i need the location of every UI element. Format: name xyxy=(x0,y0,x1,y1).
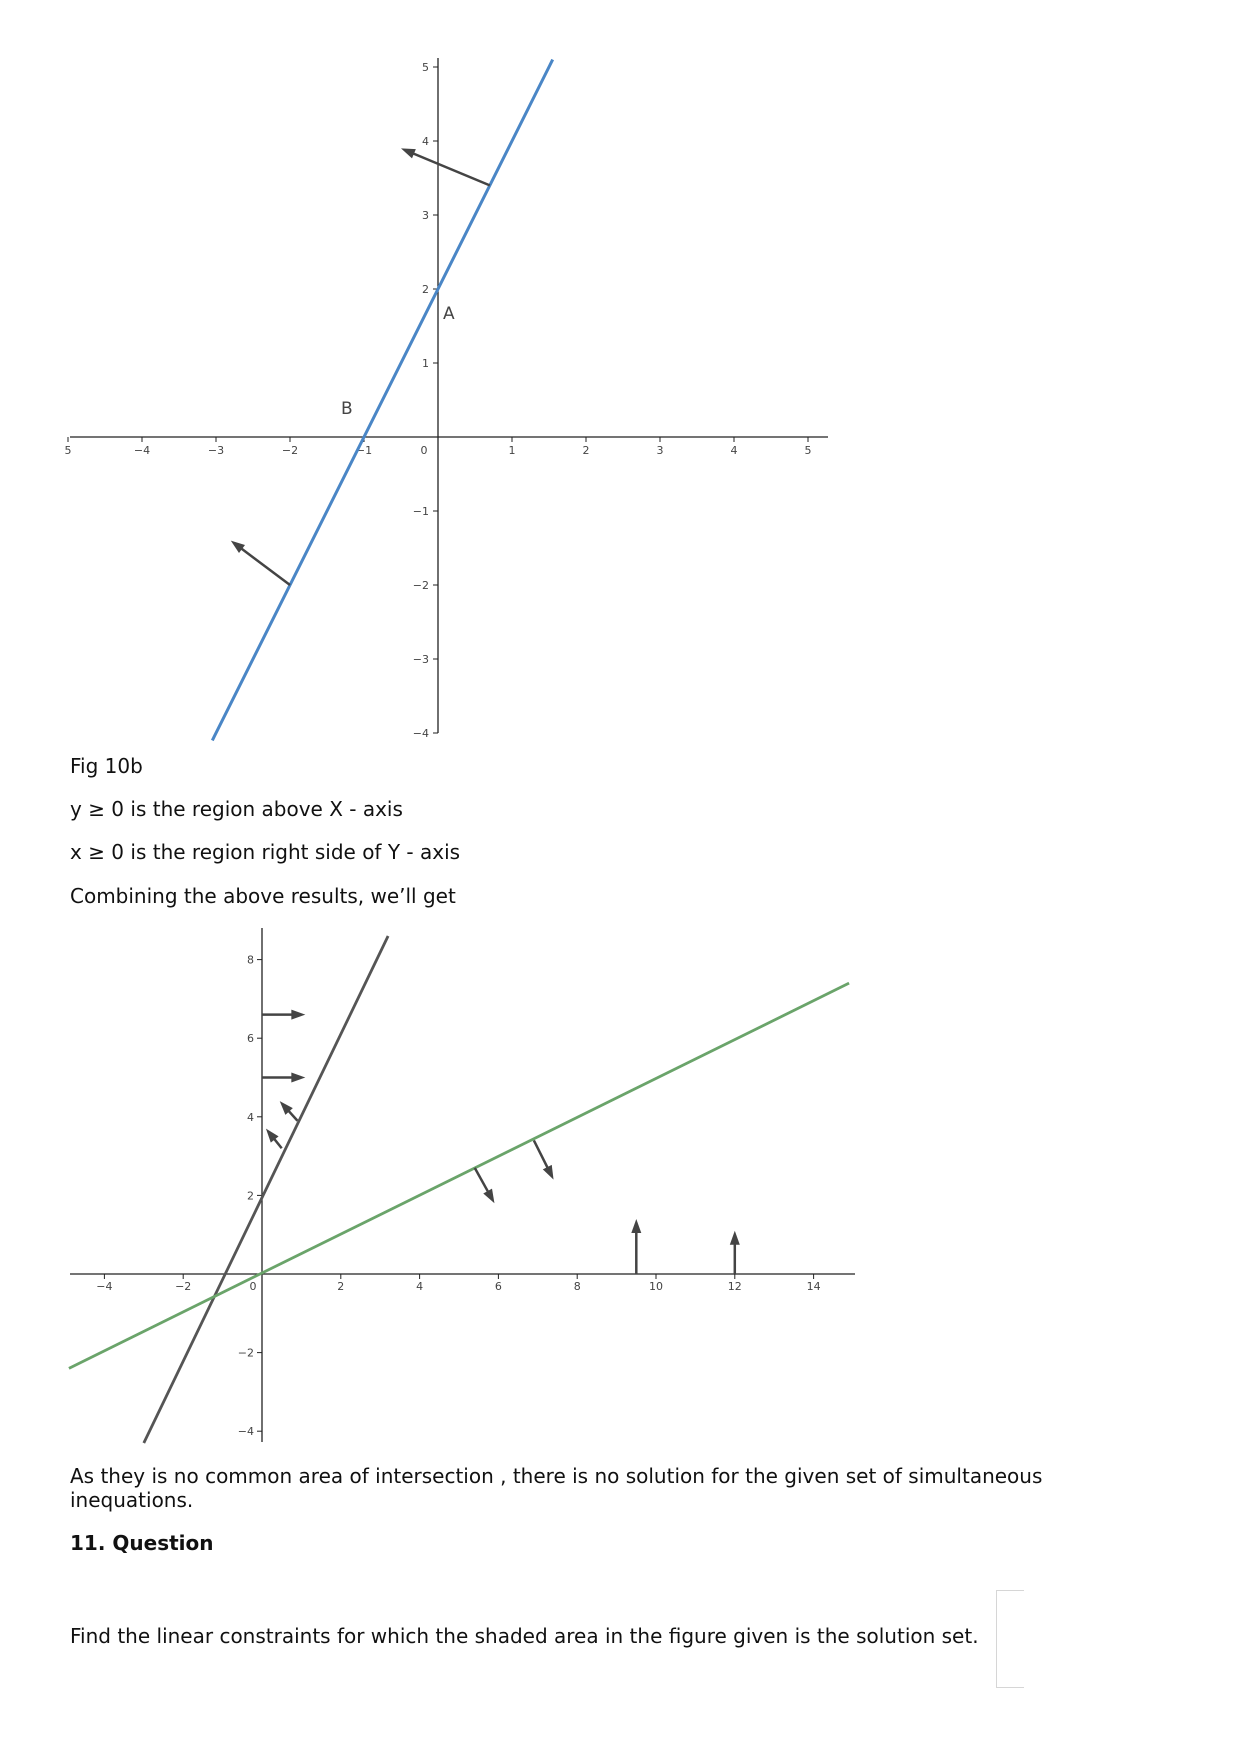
x-tick-label: 10 xyxy=(649,1280,663,1293)
x-tick-label: 2 xyxy=(582,444,590,457)
region-arrow xyxy=(631,1219,641,1274)
y-tick-label: −2 xyxy=(412,579,429,592)
statement-x-region: x ≥ 0 is the region right side of Y - axis xyxy=(70,840,461,864)
combined-inequalities-graph xyxy=(0,920,1240,1450)
question-text: Find the linear constraints for which the shaded area in the figure given is the solution set. xyxy=(70,1624,979,1648)
y-tick-label: 8 xyxy=(247,953,254,967)
region-arrow xyxy=(730,1231,740,1274)
conclusion-paragraph: As they is no common area of intersection , there is no solution for the given set of simultaneous inequations. xyxy=(70,1464,1043,1512)
point-label-a: A xyxy=(443,304,455,324)
y-tick-label: 1 xyxy=(422,357,429,370)
question-heading: 11. Question xyxy=(70,1531,214,1555)
region-arrow xyxy=(534,1140,554,1179)
region-arrow xyxy=(262,1073,305,1083)
y-tick-label: −2 xyxy=(237,1346,254,1360)
y-tick-label: 3 xyxy=(422,209,429,222)
y-tick-label: 4 xyxy=(247,1110,254,1124)
boundary-line-1 xyxy=(144,936,388,1443)
boundary-line xyxy=(212,60,552,741)
x-tick-label: 4 xyxy=(730,444,738,457)
point-label-b: B xyxy=(341,399,353,419)
statement-combine: Combining the above results, we’ll get xyxy=(70,884,456,908)
x-tick-label: −2 xyxy=(175,1280,192,1293)
x-tick-label: 8 xyxy=(573,1280,581,1293)
x-tick-label: −4 xyxy=(96,1280,113,1293)
x-tick-label: −1 xyxy=(355,444,373,457)
x-tick-label: 5 xyxy=(64,444,72,457)
x-tick-label: 0 xyxy=(249,1280,257,1293)
x-tick-label: 12 xyxy=(727,1280,742,1293)
x-tick-label: −2 xyxy=(281,444,299,457)
x-tick-label: 5 xyxy=(804,444,812,457)
x-tick-label: −4 xyxy=(133,444,151,457)
region-arrow xyxy=(266,1129,282,1149)
y-tick-label: −4 xyxy=(412,727,429,740)
answer-box-edge xyxy=(996,1590,1024,1688)
region-arrow xyxy=(475,1168,495,1203)
x-tick-label: −3 xyxy=(207,444,225,457)
x-tick-label: 14 xyxy=(806,1280,821,1293)
y-tick-label: 2 xyxy=(247,1189,254,1203)
y-tick-label: −4 xyxy=(237,1425,254,1439)
y-tick-label: 2 xyxy=(422,283,429,296)
figure-caption: Fig 10b xyxy=(70,754,143,778)
y-tick-label: 6 xyxy=(247,1032,254,1046)
y-tick-label: −3 xyxy=(412,653,429,666)
x-tick-label: 6 xyxy=(494,1280,502,1293)
statement-y-region: y ≥ 0 is the region above X - axis xyxy=(70,797,403,821)
region-arrow xyxy=(262,1010,305,1020)
region-arrow xyxy=(231,541,290,585)
region-arrow xyxy=(401,148,490,185)
region-arrow xyxy=(280,1101,298,1121)
y-tick-label: −1 xyxy=(412,505,429,518)
x-tick-label: 1 xyxy=(508,444,516,457)
x-tick-label: 2 xyxy=(337,1280,345,1293)
x-tick-label: 0 xyxy=(420,444,428,457)
x-tick-label: 4 xyxy=(416,1280,424,1293)
boundary-line-2 xyxy=(69,983,849,1368)
x-tick-label: 3 xyxy=(656,444,664,457)
y-tick-label: 4 xyxy=(422,135,429,148)
y-tick-label: 5 xyxy=(422,61,429,74)
figure-10b-graph xyxy=(0,0,1240,745)
